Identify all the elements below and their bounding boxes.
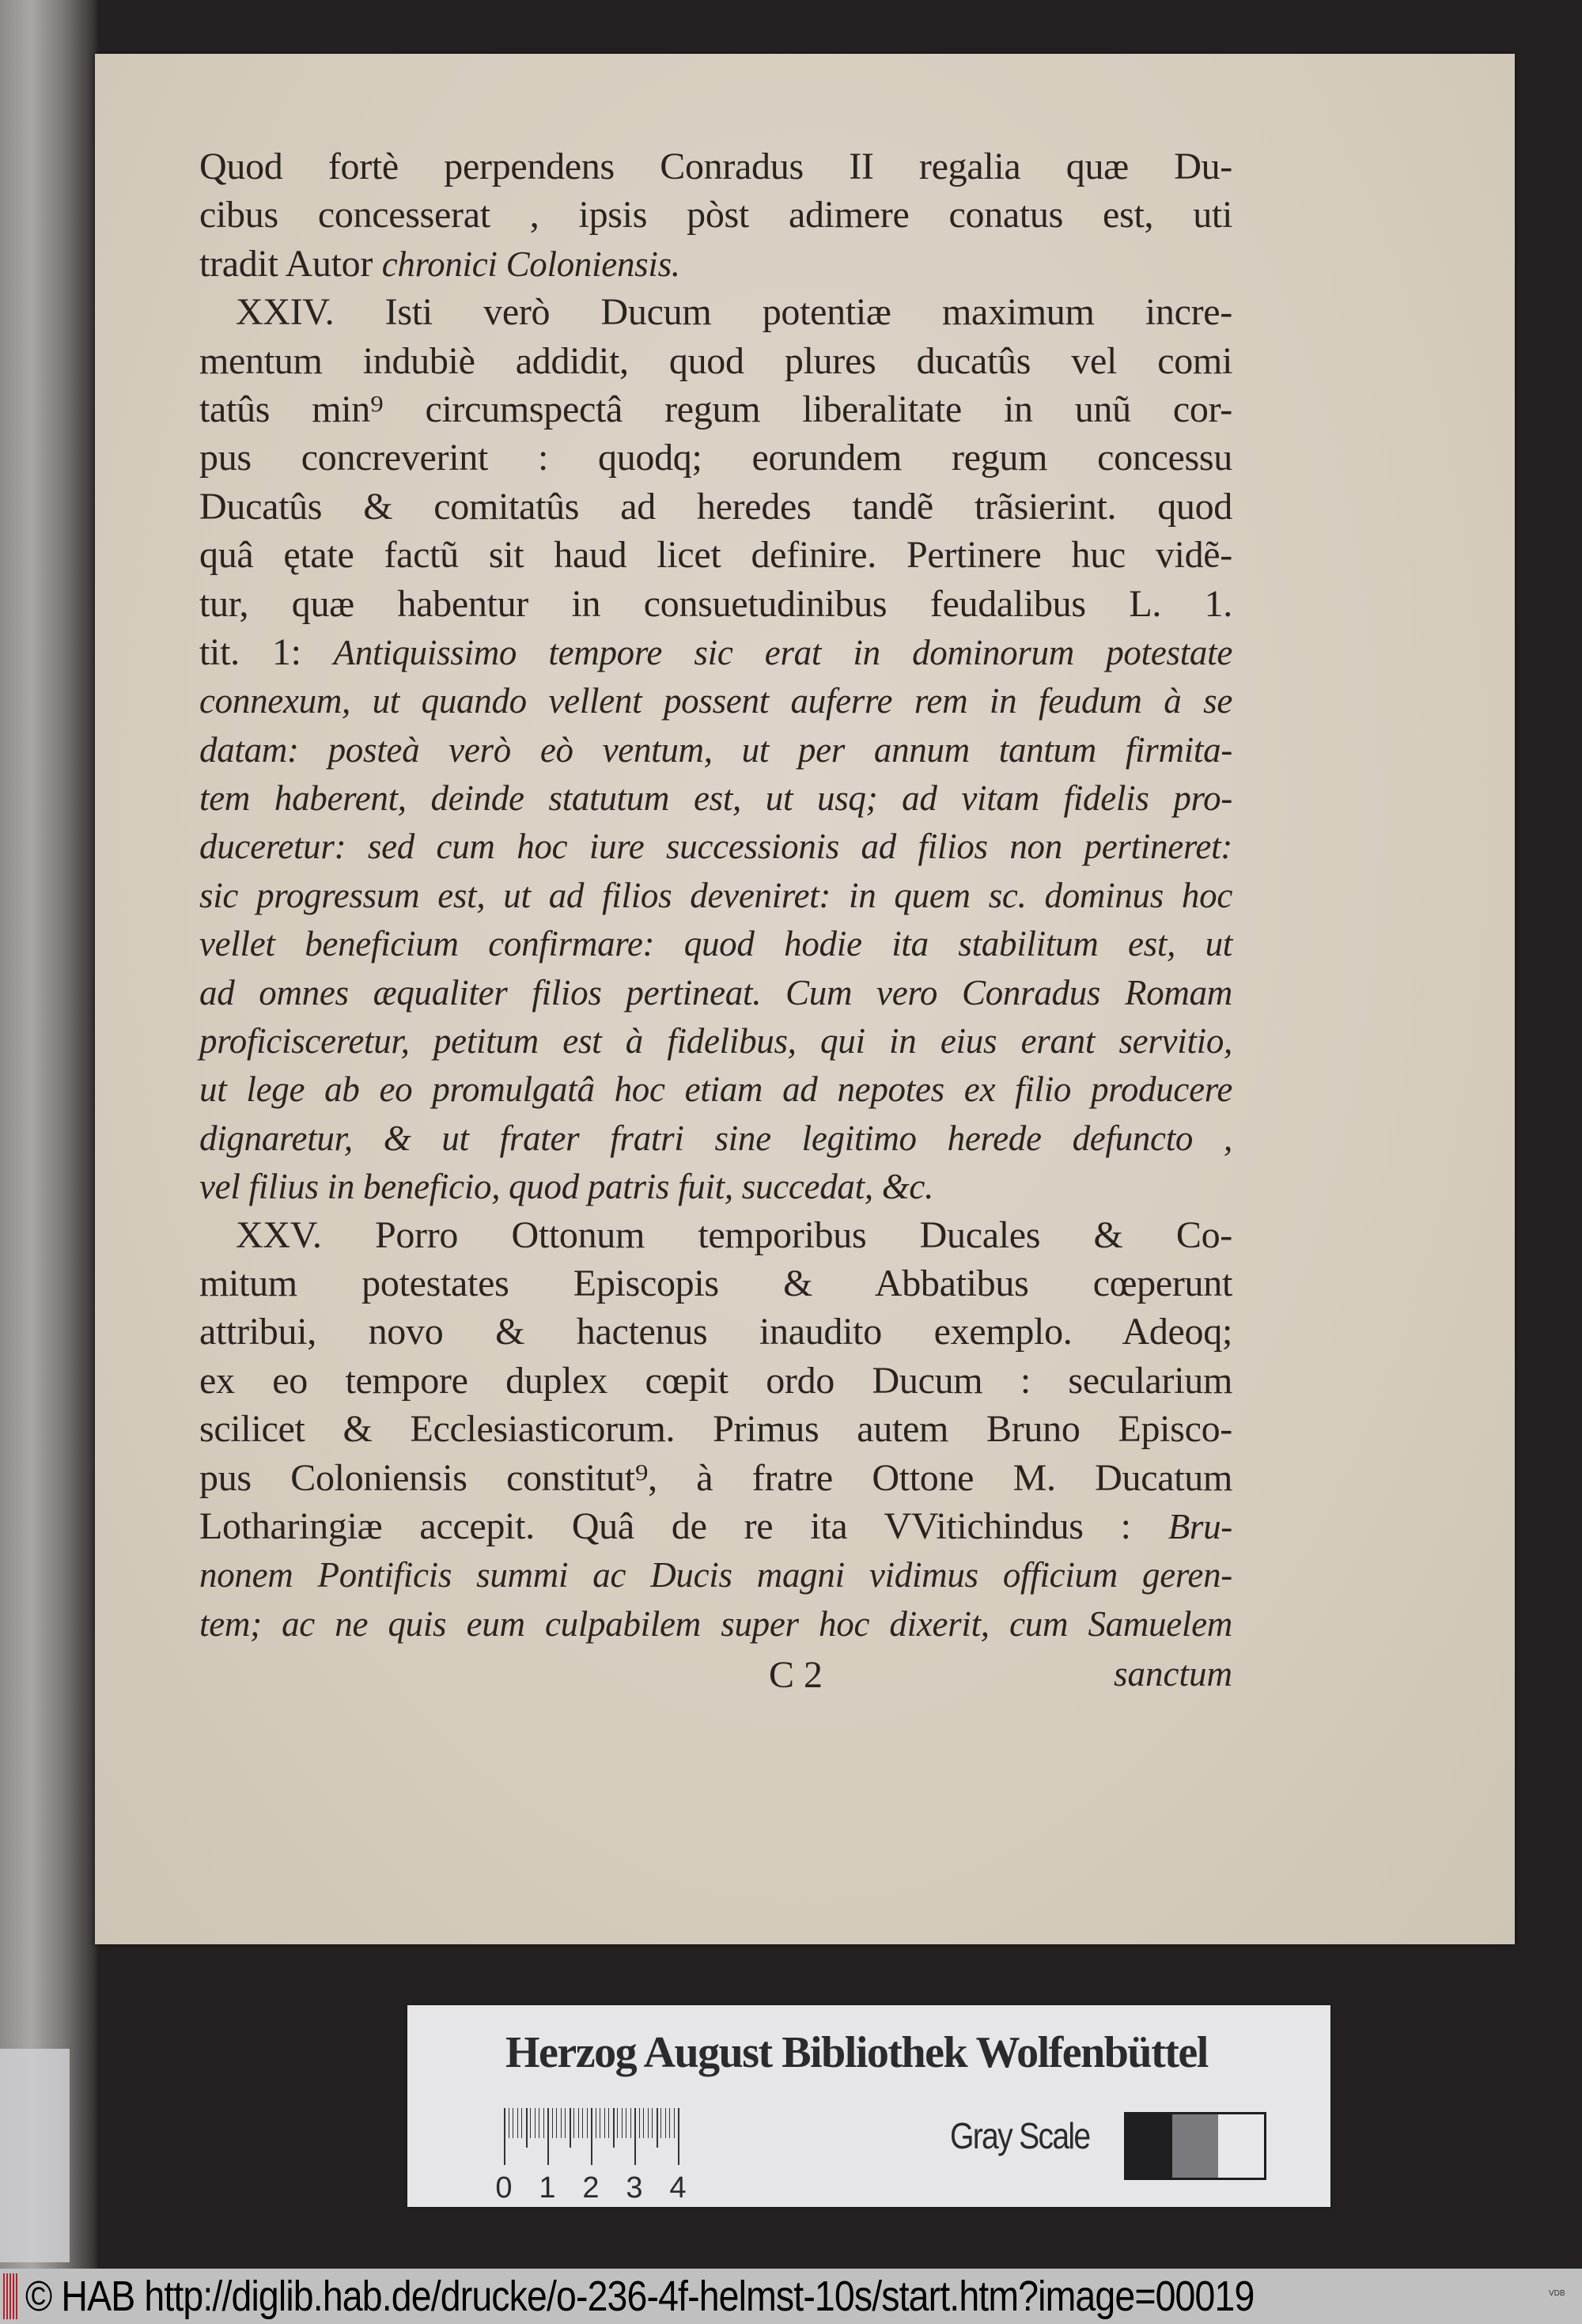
ruler-tick — [535, 2108, 536, 2138]
italic-quote-text: vel filius in beneficio, quod patris fuit, succedat, &c. — [199, 1167, 934, 1207]
italic-quote-text: datam: posteà verò eò ventum, ut per annum tantum firmita- — [199, 729, 1232, 770]
ruler-number: 3 — [626, 2171, 643, 2205]
roman-text: tur, quæ habentur in consuetudinibus feudalibus L. 1. — [199, 582, 1232, 625]
gray-swatch — [1172, 2114, 1218, 2178]
text-line — [199, 288, 1232, 336]
roman-text: attribui, novo & hactenus inaudito exemplo. Adeoq; — [199, 1311, 1232, 1353]
text-line — [199, 1211, 1232, 1259]
ruler-number: 4 — [669, 2171, 687, 2205]
roman-text: mitum potestates Episcopis & Abbatibus cœperunt — [199, 1262, 1232, 1304]
roman-text: quâ ętate factũ sit haud licet definire. Pertinere huc vidẽ- — [199, 534, 1232, 577]
text-line — [199, 628, 1232, 676]
roman-text: XXIV. Isti verò Ducum potentiæ maximum incre- — [236, 291, 1232, 334]
previous-page-edge — [0, 0, 99, 2269]
signature-mark: C 2 — [769, 1654, 823, 1696]
ruler-scale — [495, 2108, 687, 2205]
italic-quote-text: ut lege ab eo promulgatâ hoc etiam ad nepotes ex filio producere — [199, 1069, 1232, 1110]
text-line — [199, 676, 1232, 725]
book-page — [95, 54, 1515, 1944]
italic-quote-text: Antiquissimo tempore sic erat in dominorum potestate — [333, 632, 1232, 672]
text-line — [199, 725, 1232, 774]
text-line — [199, 1162, 1232, 1210]
ruler-tick — [634, 2108, 636, 2165]
text-line — [199, 774, 1232, 822]
italic-quote-text: tem; ac ne quis eum culpabilem super hoc dixerit, cum Samuelem — [199, 1603, 1232, 1644]
library-name: Herzog August Bibliothek Wolfenbüttel — [505, 2028, 1208, 2077]
ruler-tick — [587, 2108, 588, 2138]
text-line — [199, 968, 1232, 1016]
ruler-tick — [652, 2108, 653, 2138]
text-line — [199, 1405, 1232, 1453]
text-line — [199, 871, 1232, 919]
italic-quote-text: sic progressum est, ut ad filios deveniret: in quem sc. dominus hoc — [199, 875, 1232, 915]
ruler-tick — [604, 2108, 605, 2138]
text-line — [199, 240, 1232, 288]
ruler-number: 1 — [539, 2171, 556, 2205]
ruler-tick — [504, 2108, 505, 2165]
catchword: sanctum — [1114, 1654, 1232, 1694]
text-line — [199, 580, 1232, 628]
text-line — [199, 1016, 1232, 1065]
roman-text: Quod fortè perpendens Conradus II regalia quæ Du- — [199, 146, 1232, 187]
ruler-tick — [613, 2108, 615, 2148]
ruler-tick — [578, 2108, 579, 2138]
italic-quote-text: nonem Pontificis summi ac Ducis magni vidimus officium geren- — [199, 1555, 1232, 1595]
italic-quote-text: proficisceretur, petitum est à fidelibus, qui in eius erant servitio, — [199, 1021, 1232, 1062]
ruler-number: 2 — [582, 2171, 600, 2205]
ruler-tick — [561, 2108, 562, 2138]
footer-bar — [0, 2269, 1582, 2324]
page-footer-line — [199, 1653, 1232, 1701]
text-line — [199, 1065, 1232, 1113]
text-line — [199, 1114, 1232, 1162]
italic-quote-text: ad omnes æqualiter filios pertineat. Cum vero Conradus Romam — [199, 972, 1232, 1012]
hab-logo-icon — [3, 2273, 19, 2319]
text-line — [199, 1454, 1232, 1502]
roman-text: tradit Autor — [199, 242, 382, 285]
ruler-tick — [660, 2108, 661, 2138]
roman-text: tit. 1: — [199, 630, 334, 673]
text-line — [199, 1357, 1232, 1405]
ruler-tick — [591, 2108, 592, 2165]
text-line — [199, 191, 1232, 239]
roman-text: Lotharingiæ accepit. Quâ de re ita VVitichindus : — [199, 1505, 1168, 1547]
previous-page-label — [0, 2049, 70, 2262]
roman-text: cibus concesserat , ipsis pòst adimere conatus est, uti — [199, 194, 1232, 237]
gray-scale-label: Gray Scale — [950, 2115, 1090, 2156]
italic-quote-text: vellet beneficium confirmare: quod hodie ita stabilitum est, ut — [199, 924, 1232, 964]
copyright-url[interactable]: © HAB http://diglib.hab.de/drucke/o-236-4f-helmst-10s/start.htm?image=00019 — [25, 2273, 1255, 2320]
text-line — [199, 1259, 1232, 1308]
ruler-tick — [678, 2108, 679, 2165]
roman-text: pus concreverint : quodq; eorundem regum concessu — [199, 437, 1232, 479]
ruler-tick — [530, 2108, 531, 2138]
ruler-tick — [556, 2108, 557, 2138]
text-line — [199, 919, 1232, 967]
ruler-tick — [665, 2108, 666, 2138]
italic-quote-text: tem haberent, deinde statutum est, ut usq; ad vitam fidelis pro- — [199, 778, 1232, 819]
ruler-tick — [669, 2108, 670, 2138]
text-line — [199, 531, 1232, 579]
ruler-tick — [547, 2108, 549, 2165]
roman-text: tatûs min⁹ circumspectâ regum liberalitate in unũ cor- — [199, 388, 1232, 430]
text-line — [199, 1502, 1232, 1550]
ruler-tick — [648, 2108, 649, 2138]
text-line — [199, 1599, 1232, 1648]
ruler-tick — [639, 2108, 640, 2138]
ruler-tick — [608, 2108, 609, 2138]
color-reference-card — [407, 2005, 1330, 2207]
ruler-tick — [565, 2108, 566, 2138]
roman-text: Ducatûs & comitatûs ad heredes tandẽ trãsierint. quod — [199, 485, 1232, 528]
ruler-tick — [552, 2108, 553, 2138]
italic-quote-text: duceretur: sed cum hoc iure successionis ad filios non pertineret: — [199, 827, 1232, 867]
italic-quote-text: connexum, ut quando vellent possent auferre rem in feudum à se — [199, 681, 1232, 721]
italic-quote-text: dignaretur, & ut frater fratri sine legitimo herede defuncto , — [199, 1118, 1232, 1158]
text-line — [199, 142, 1232, 191]
gray-scale-swatches — [1124, 2112, 1266, 2180]
text-line — [199, 337, 1232, 385]
ruler-tick — [543, 2108, 544, 2138]
ruler-tick — [674, 2108, 675, 2138]
ruler-tick — [517, 2108, 518, 2138]
text-line — [199, 1308, 1232, 1356]
ruler-tick — [526, 2108, 528, 2148]
page-text — [199, 142, 1232, 1648]
ruler-tick — [657, 2108, 658, 2148]
roman-text: scilicet & Ecclesiasticorum. Primus autem Bruno Episco- — [199, 1408, 1232, 1451]
gray-swatch — [1218, 2114, 1264, 2178]
roman-text: ex eo tempore duplex cœpit ordo Ducum : secularium — [199, 1359, 1232, 1402]
ruler-tick — [521, 2108, 522, 2138]
ruler-tick — [582, 2108, 583, 2138]
text-line — [199, 1550, 1232, 1599]
roman-text: mentum indubiè addidit, quod plures ducatûs vel comi — [199, 339, 1232, 382]
ruler-tick — [630, 2108, 631, 2138]
text-line — [199, 433, 1232, 482]
roman-text: XXV. Porro Ottonum temporibus Ducales & Co- — [236, 1213, 1232, 1256]
italic-quote-text: Bru- — [1168, 1506, 1232, 1546]
italic-quote-text: chronici Coloniensis. — [381, 244, 680, 284]
text-line — [199, 483, 1232, 531]
roman-text: pus Coloniensis constitut⁹, à fratre Ottone M. Ducatum — [199, 1456, 1232, 1499]
ruler-tick — [617, 2108, 618, 2138]
ruler-tick — [573, 2108, 574, 2138]
ruler-tick — [622, 2108, 623, 2138]
ruler-tick — [570, 2108, 571, 2148]
vdb-mark: VDB — [1549, 2289, 1565, 2298]
ruler-tick — [643, 2108, 644, 2138]
text-line — [199, 385, 1232, 433]
text-line — [199, 822, 1232, 870]
ruler-number: 0 — [495, 2171, 513, 2205]
gray-swatch — [1126, 2114, 1172, 2178]
